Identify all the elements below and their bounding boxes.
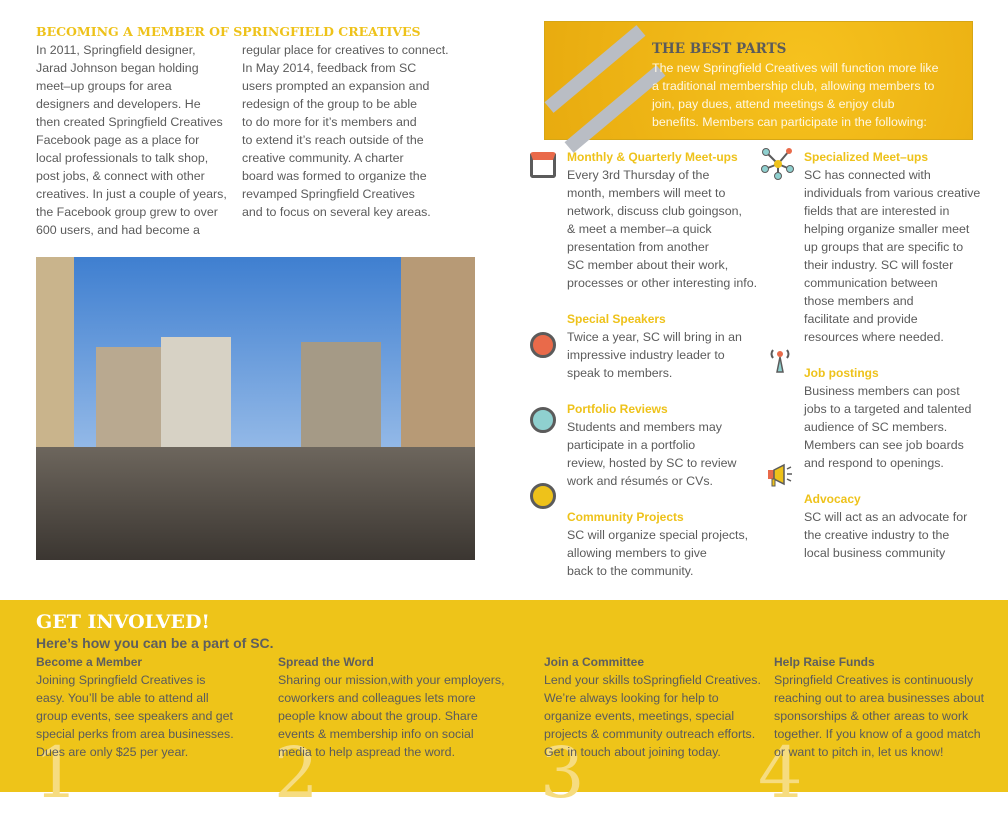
megaphone-icon [767,463,793,489]
street-crowd-photo [36,257,475,560]
step-title: Become a Member [36,655,143,669]
feature-title: Advocacy [804,492,861,506]
step-number: 4 [758,732,803,814]
feature-title: Specialized Meet–ups [804,150,929,164]
step-title: Join a Committee [544,655,645,669]
feature-title: Community Projects [567,510,684,524]
step-text: Springfield Creatives is continuously reaching out to area businesses about sponsorships & other areas to work together. If you know of a good match or want to pitch in, let us know! [774,673,985,759]
step-text: Sharing our mission,with your employers, coworkers and colleagues lets more people know about the group. Share events & membership info on social media to help aspread the word. [278,673,505,759]
step-title: Help Raise Funds [774,655,875,669]
graduation-cap-icon [530,407,556,433]
broadcast-tower-icon [767,348,793,374]
get-involved-title: GET INVOLVED! [36,611,210,633]
feature-title: Special Speakers [567,312,666,326]
get-involved-section [0,600,1008,814]
calendar-icon [530,152,556,178]
bag-heart-icon [530,483,556,509]
feature-text: Twice a year, SC will bring in an impressive industry leader to speak to members. [567,330,742,380]
get-involved-subtitle: Here’s how you can be a part of SC. [36,635,274,651]
intro-title: BECOMING A MEMBER OF SPRINGFIELD CREATIVES [36,24,421,39]
feature-text: Every 3rd Thursday of the month, members will meet to network, discuss club goingson, & meet a member–a quick presentation from another SC member about their work, processes or other interesting info. [567,168,758,290]
feature-title: Monthly & Quarterly Meet-ups [567,150,738,164]
intro-col2: regular place for creatives to connect. In May 2014, feedback from SC users prompted an expansion and redesign of the group to be able to do more for it’s members and to extend it’s reach outside of the creative community. A charter board was formed to organize the revamped Springfield Creatives and to focus on several key areas. [242,43,449,219]
intro-col1: In 2011, Springfield designer, Jarad Johnson began holding meet–up groups for area designers and developers. He then created Springfield Creatives Facebook page as a place for local professionals to talk shop, post jobs, & connect with other creatives. In just a couple of years, the Facebook group grew to over 600 users, and had become a [36,43,227,237]
network-icon [761,147,795,181]
step-text: Joining Springfield Creatives is easy. You’ll be able to attend all group events, see speakers and get special perks from area businesses. Dues are only $25 per year. [36,673,234,759]
step-number: 2 [274,732,319,814]
step-title: Spread the Word [278,655,374,669]
feature-title: Portfolio Reviews [567,402,668,416]
feature-text: SC will organize special projects, allowing members to give back to the community. [567,528,749,578]
feature-title: Job postings [804,366,879,380]
user-icon [530,332,556,358]
best-parts-text: The new Springfield Creatives will function more like a traditional membership club, allowing members to join, pay dues, attend meetings & enjoy club benefits. Members can participate in the following: [652,61,939,129]
feature-text: SC will act as an advocate for the creative industry to the local business community [804,510,968,560]
feature-text: Students and members may participate in a portfolio review, hosted by SC to review work and résumés or CVs. [567,420,737,488]
best-parts-box [544,21,973,140]
step-text: Lend your skills toSpringfield Creatives. We’re always looking for help to organize events, meetings, special projects & community outreach efforts. Get in touch about joining today. [544,673,761,759]
best-parts-title: THE BEST PARTS [652,41,787,57]
feature-text: SC has connected with individuals from various creative fields that are interested in helping organize smaller meet up groups that are specific to their industry. SC will foster communication between those members and facilitate and provide resources where needed. [804,168,981,344]
feature-text: Business members can post jobs to a targeted and talented audience of SC members. Members can see job boards and respond to openings. [804,384,972,470]
step-number: 1 [34,732,79,814]
step-number: 3 [540,732,585,814]
